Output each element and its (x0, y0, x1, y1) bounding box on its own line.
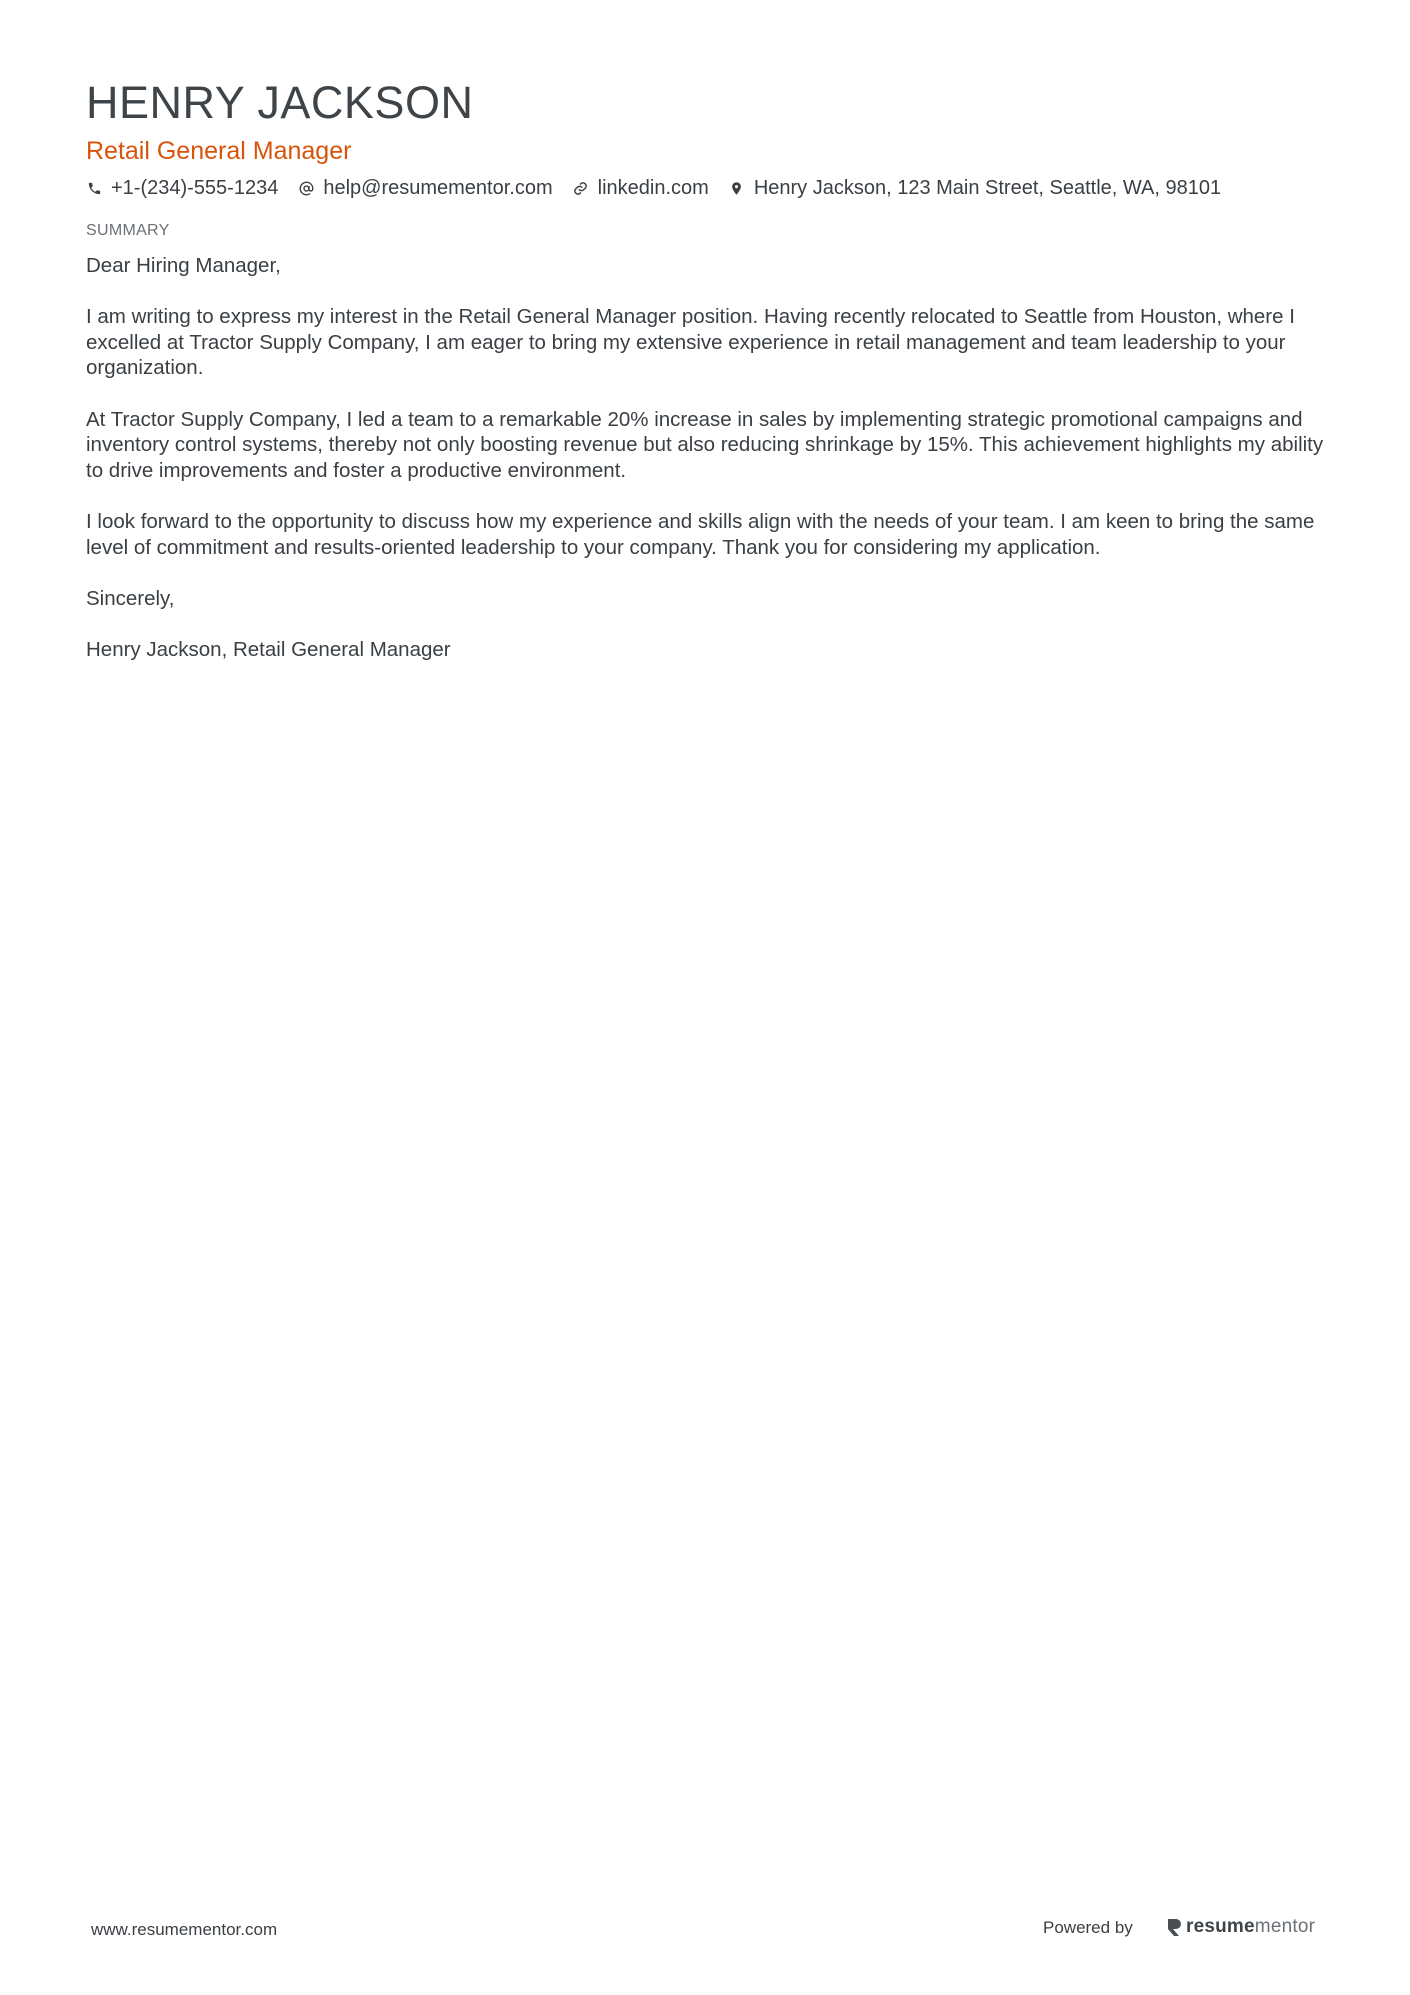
greeting: Dear Hiring Manager, (86, 254, 281, 277)
candidate-name: HENRY JACKSON (86, 77, 474, 128)
footer-website-link[interactable]: www.resumementor.com (91, 1920, 278, 1939)
job-title: Retail General Manager (86, 137, 352, 165)
resumementor-logo-icon (1166, 1917, 1182, 1937)
closing-salutation: Sincerely, (86, 586, 175, 610)
contact-email (298, 175, 552, 201)
contact-address (729, 175, 1221, 201)
email-address[interactable]: help@resumementor.com (323, 177, 553, 199)
brand-name-light: mentor (1254, 1916, 1316, 1937)
link-icon (573, 179, 589, 197)
contact-bar (86, 175, 1336, 201)
brand-name-bold: resume (1186, 1916, 1255, 1937)
at-icon (298, 179, 314, 197)
location-pin-icon (729, 179, 745, 197)
paragraph-intro: I am writing to express my interest in the Retail General Manager position. Having recently relocated to Seattle from Houston, where I excelled at Tractor Supply Company, I am eager to bring my extensive experience in retail management and team leadership to your organization. (86, 305, 1295, 380)
header (86, 78, 1336, 201)
phone-number: +1-(234)-555-1234 (111, 177, 279, 199)
contact-website (573, 175, 709, 201)
section-heading-summary: SUMMARY (86, 222, 170, 239)
paragraph-achievements: At Tractor Supply Company, I led a team to a remarkable 20% increase in sales by implementing strategic promotional campaigns and inventory control systems, thereby not only boosting revenue but also reducing shrinkage by 15%. This achievement highlights my ability to drive improvements and foster a productive environment. (86, 407, 1324, 482)
website-link[interactable]: linkedin.com (597, 177, 709, 199)
contact-phone (86, 175, 278, 201)
phone-icon (86, 179, 102, 197)
brand-name (1186, 1916, 1315, 1938)
paragraph-closing: I look forward to the opportunity to discuss how my experience and skills align with the needs of your team. I am keen to bring the same level of commitment and results-oriented leadership to your company. Thank you for considering my application. (86, 509, 1315, 559)
signature: Henry Jackson, Retail General Manager (86, 637, 451, 661)
cover-letter-body (86, 253, 1341, 688)
brand-logo-link[interactable] (1166, 1914, 1315, 1940)
address: Henry Jackson, 123 Main Street, Seattle, WA, 98101 (753, 177, 1222, 199)
powered-by-label: Powered by (1043, 1918, 1133, 1937)
